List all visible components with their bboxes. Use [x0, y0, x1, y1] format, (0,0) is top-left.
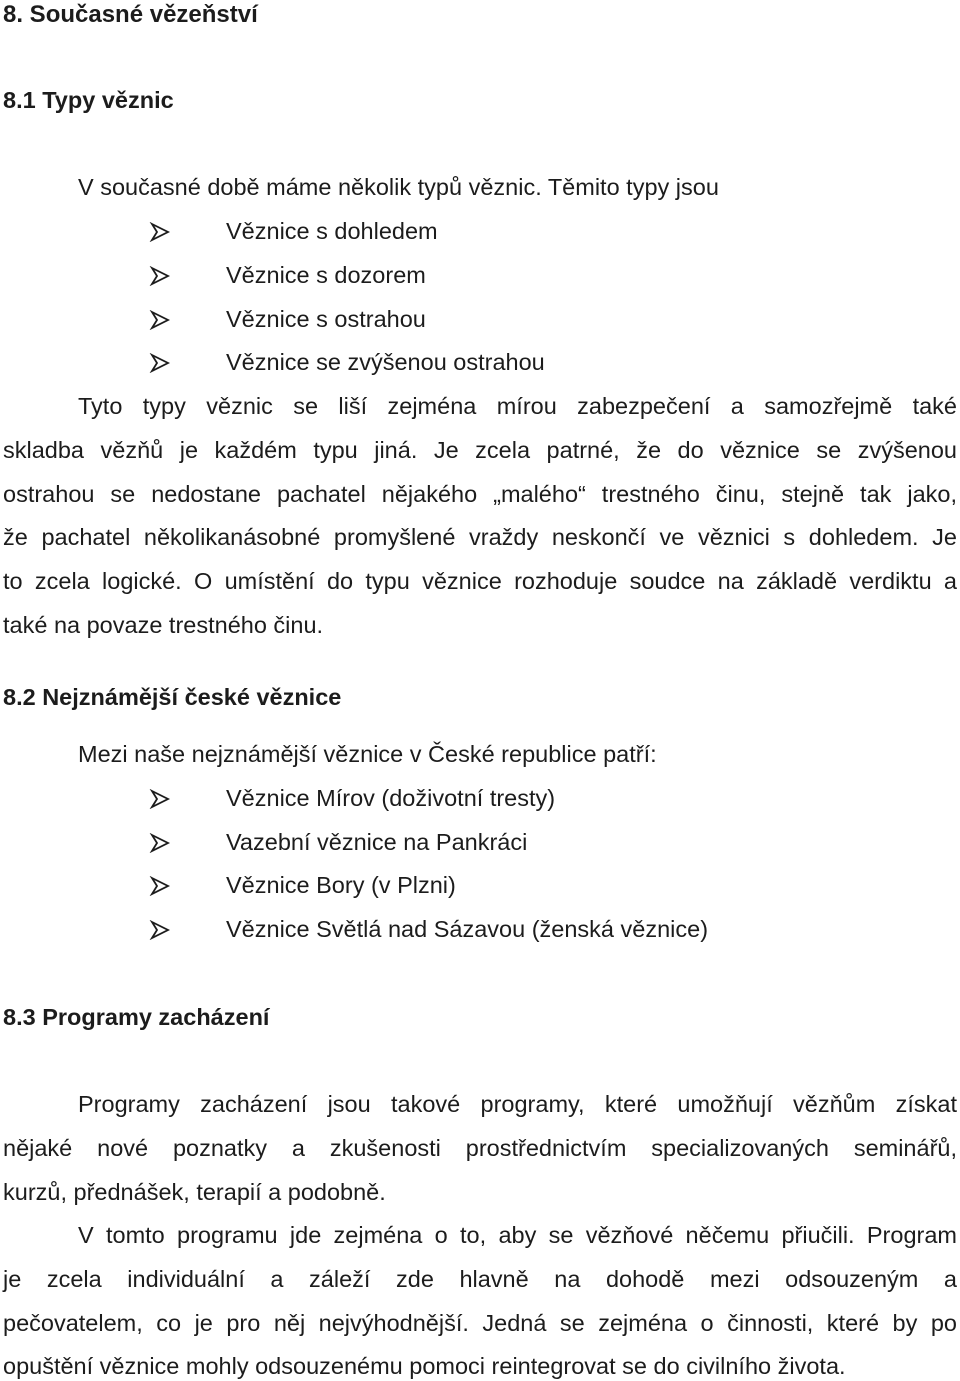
- paragraph-line: že pachatel několikanásobné promyšlené vraždy neskončí ve věznici s dohledem. Je: [3, 524, 957, 550]
- section-title-types: 8.1 Typy věznic: [3, 87, 174, 113]
- list-item-label: Věznice Mírov (doživotní tresty): [226, 785, 556, 811]
- list-item-label: Věznice s ostrahou: [226, 306, 426, 332]
- arrow-bullet-icon: [149, 310, 171, 330]
- list-item-label: Věznice Bory (v Plzni): [226, 872, 456, 898]
- paragraph-line: skladba vězňů je každém typu jiná. Je zcela patrné, že do věznice se zvýšenou: [3, 437, 957, 463]
- arrow-bullet-icon: [149, 222, 171, 242]
- paragraph-line: také na povaze trestného činu.: [3, 612, 324, 638]
- list-item-label: Věznice Světlá nad Sázavou (ženská věznice): [226, 916, 709, 942]
- list-item-label: Věznice se zvýšenou ostrahou: [226, 349, 545, 375]
- paragraph-line: pečovatelem, co je pro něj nejvýhodnější. Jedná se zejména o činnosti, které by po: [3, 1310, 957, 1336]
- arrow-bullet-icon: [149, 266, 171, 286]
- paragraph-line: Programy zacházení jsou takové programy, které umožňují vězňům získat: [78, 1091, 957, 1117]
- paragraph-line: to zcela logické. O umístění do typu věznice rozhoduje soudce na základě verdiktu a: [3, 568, 957, 594]
- main-heading: 8. Současné vězeňství: [3, 1, 258, 28]
- paragraph-line: opuštění věznice mohly odsouzenému pomoci reintegrovat se do civilního života.: [3, 1353, 846, 1379]
- paragraph-line: je zcela individuální a záleží zde hlavně na dohodě mezi odsouzeným a: [3, 1266, 957, 1292]
- arrow-bullet-icon: [149, 833, 171, 853]
- paragraph-line: kurzů, přednášek, terapií a podobně.: [3, 1179, 386, 1205]
- section-title-programs: 8.3 Programy zacházení: [3, 1004, 270, 1030]
- paragraph-line: V tomto programu jde zejména o to, aby se vězňové něčemu přiučili. Program: [78, 1222, 957, 1248]
- arrow-bullet-icon: [149, 876, 171, 896]
- list-item-label: Vazební věznice na Pankráci: [226, 829, 528, 855]
- arrow-bullet-icon: [149, 920, 171, 940]
- arrow-bullet-icon: [149, 789, 171, 809]
- paragraph-line: nějaké nové poznatky a zkušenosti prostřednictvím specializovaných seminářů,: [3, 1135, 957, 1161]
- section-intro-famous: Mezi naše nejznámější věznice v České republice patří:: [78, 741, 657, 767]
- section-intro-types: V současné době máme několik typů věznic. Těmito typy jsou: [78, 174, 719, 200]
- section-title-famous: 8.2 Nejznámější české věznice: [3, 684, 342, 710]
- arrow-bullet-icon: [149, 353, 171, 373]
- list-item-label: Věznice s dohledem: [226, 218, 438, 244]
- paragraph-line: ostrahou se nedostane pachatel nějakého „malého“ trestného činu, stejně tak jako,: [3, 481, 957, 507]
- paragraph-line: Tyto typy věznic se liší zejména mírou zabezpečení a samozřejmě také: [78, 393, 957, 419]
- list-item-label: Věznice s dozorem: [226, 262, 426, 288]
